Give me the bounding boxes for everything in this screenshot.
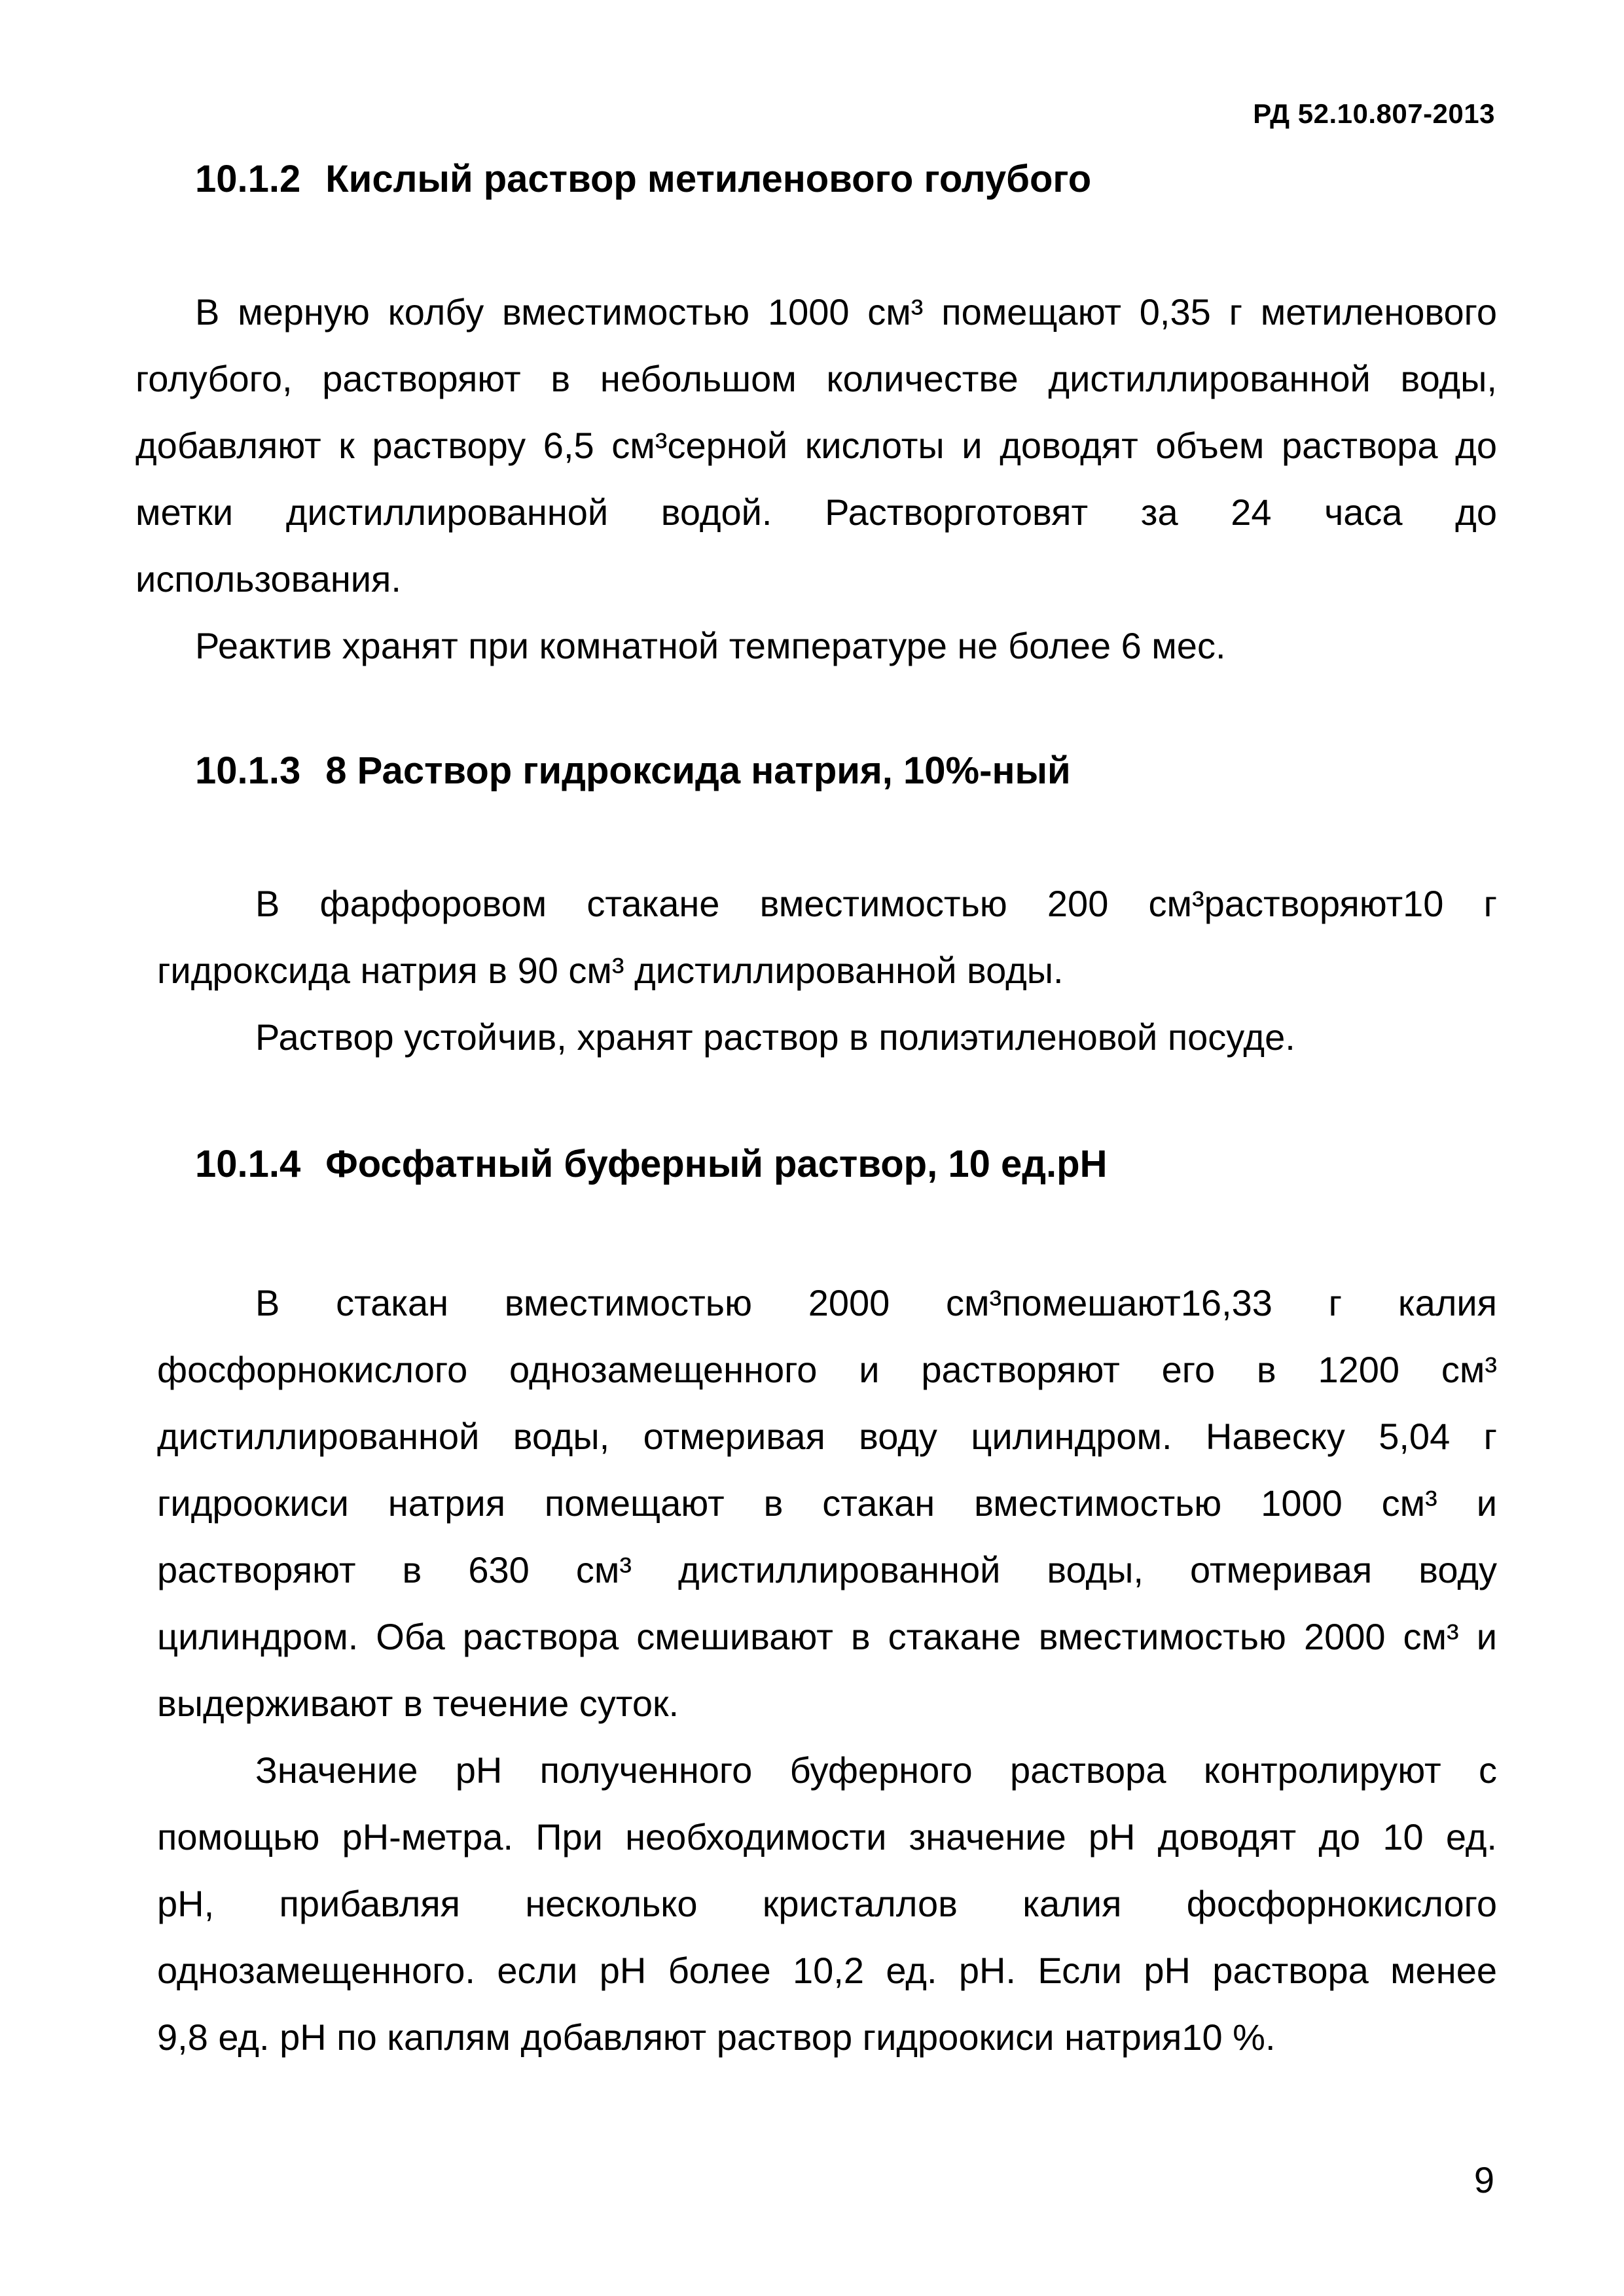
- text-line: дистиллированной воды, отмеривая воду цилиндром. Навеску 5,04 г: [157, 1416, 1497, 1457]
- section-heading: [195, 1142, 1107, 1186]
- text-line: гидроксида натрия в 90 см³ дистиллированной воды.: [157, 950, 1064, 991]
- page-number: 9: [1473, 2159, 1494, 2200]
- paragraph: [157, 870, 1497, 1004]
- section-number: 10.1.2: [195, 158, 301, 200]
- paragraph: [157, 1270, 1497, 1737]
- paragraph: [157, 1737, 1497, 2071]
- text-line: Значение рН полученного буферного раствора контролируют с: [255, 1749, 1497, 1791]
- text-line: цилиндром. Оба раствора смешивают в стакане вместимостью 2000 см³ и: [157, 1616, 1497, 1657]
- text-line: фосфорнокислого однозамещенного и растворяют его в 1200 см³: [157, 1349, 1497, 1390]
- text-line: растворяют в 630 см³ дистиллированной воды, отмеривая воду: [157, 1549, 1497, 1590]
- document-code: РД 52.10.807-2013: [1253, 98, 1495, 129]
- text-line: Раствор устойчив, хранят раствор в полиэтиленовой посуде.: [255, 1016, 1295, 1058]
- text-line: В мерную колбу вместимостью 1000 см³ помещают 0,35 г метиленового: [195, 291, 1497, 332]
- text-line: В стакан вместимостью 2000 см³помешают16,33 г калия: [255, 1282, 1497, 1323]
- paragraph: [195, 613, 1497, 679]
- text-line: В фарфоровом стакане вместимостью 200 см³растворяют10 г: [255, 883, 1497, 924]
- text-line: 9,8 ед. рН по каплям добавляют раствор гидроокиси натрия10 %.: [157, 2017, 1276, 2058]
- text-line: метки дистиллированной водой. Растворготовят за 24 часа до: [135, 492, 1497, 533]
- section-number: 10.1.4: [195, 1143, 301, 1185]
- text-line: выдерживают в течение суток.: [157, 1683, 679, 1724]
- section-heading: [195, 157, 1091, 201]
- text-line: голубого, растворяют в небольшом количестве дистиллированной воды,: [135, 358, 1497, 399]
- text-line: добавляют к раствору 6,5 см³серной кислоты и доводят объем раствора до: [135, 425, 1497, 466]
- paragraph: [255, 1004, 1497, 1071]
- text-line: помощью рН-метра. При необходимости значение рН доводят до 10 ед.: [157, 1816, 1497, 1857]
- section-title: Фосфатный буферный раствор, 10 ед.рН: [325, 1143, 1108, 1185]
- section-title: 8 Раствор гидроксида натрия, 10%-ный: [325, 749, 1071, 792]
- text-line: Реактив хранят при комнатной температуре не более 6 мес.: [195, 625, 1226, 666]
- section-number: 10.1.3: [195, 749, 301, 792]
- paragraph: [135, 279, 1497, 613]
- text-line: рН, прибавляя несколько кристаллов калия фосфорнокислого: [157, 1883, 1497, 1924]
- text-line: однозамещенного. если рН более 10,2 ед. рН. Если рН раствора менее: [157, 1950, 1497, 1991]
- text-line: использования.: [135, 558, 401, 600]
- section-heading: [195, 749, 1071, 793]
- text-line: гидроокиси натрия помещают в стакан вместимостью 1000 см³ и: [157, 1482, 1497, 1524]
- section-title: Кислый раствор метиленового голубого: [325, 158, 1092, 200]
